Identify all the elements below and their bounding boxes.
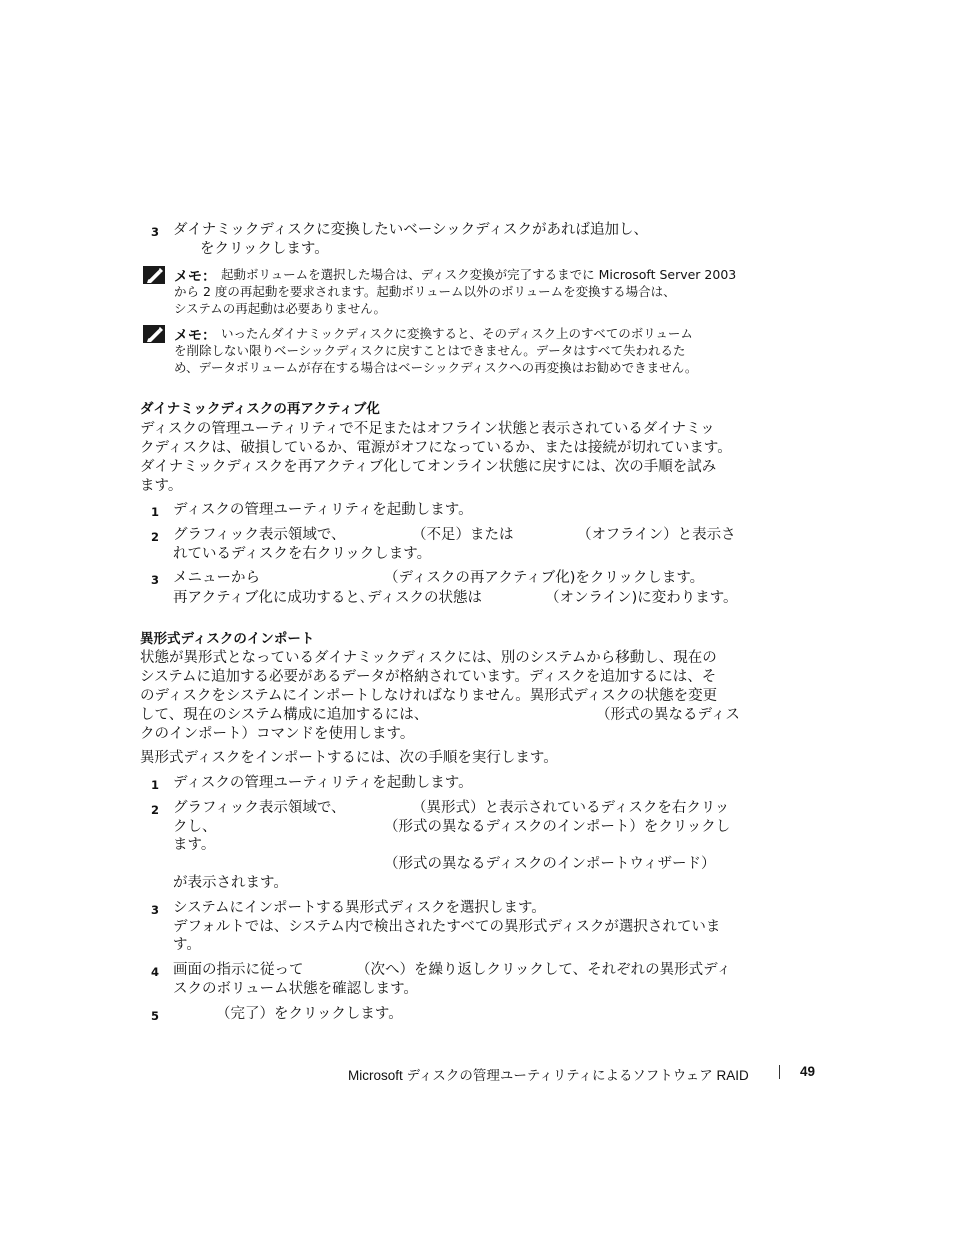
step-text: クし、 xyxy=(173,819,217,835)
footer-separator xyxy=(779,1065,780,1079)
step-number: 3 xyxy=(151,903,160,917)
step-text: ディスクの管理ユーティリティを起動します。 xyxy=(173,502,473,518)
step-text: グラフィック表示領域で、 xyxy=(173,527,346,543)
paragraph-line: 異形式ディスクをインポートするには、次の手順を実行します。 xyxy=(140,750,558,766)
step-text: （オンライン)に変わります。 xyxy=(545,590,738,606)
paragraph-line: システムに追加する必要があるデータが格納されています。ディスクを追加するには、そ xyxy=(140,669,717,685)
step-text: （次へ）を繰り返しクリックして、それぞれの異形式ディ xyxy=(356,962,731,978)
section-heading: ダイナミックディスクの再アクティブ化 xyxy=(140,401,380,417)
step-text: （不足）または xyxy=(412,527,514,543)
paragraph-line: クのインポート）コマンドを使用します。 xyxy=(140,726,415,742)
step-number: 3 xyxy=(151,225,160,239)
paragraph-line: して、現在のシステム構成に追加するには、 xyxy=(140,707,429,723)
note-pencil-icon xyxy=(143,266,165,288)
step-text: グラフィック表示領域で、 xyxy=(173,800,346,816)
step-text: ます。 xyxy=(173,837,216,853)
step-number: 4 xyxy=(151,965,160,979)
step-text: デフォルトでは、システム内で検出されたすべての異形式ディスクが選択されていま xyxy=(173,919,721,935)
page-number: 49 xyxy=(800,1064,816,1079)
step-text: スクのボリューム状態を確認します。 xyxy=(173,981,418,997)
step-text: システムにインポートする異形式ディスクを選択します。 xyxy=(173,900,546,916)
step-text: が表示されます。 xyxy=(173,875,288,891)
note-text: め、データボリュームが存在する場合はベーシックディスクへの再変換はお勧めできません。 xyxy=(174,360,698,375)
step-number: 5 xyxy=(151,1009,160,1023)
note-text: いったんダイナミックディスクに変換すると、そのディスク上のすべてのボリューム xyxy=(221,326,693,341)
step-text: （オフライン）と表示さ xyxy=(577,527,736,543)
step-text: （異形式）と表示されているディスクを右クリッ xyxy=(412,800,730,816)
step-text: れているディスクを右クリックします。 xyxy=(173,546,432,562)
step-text: 画面の指示に従って xyxy=(173,962,304,978)
section-heading: 異形式ディスクのインポート xyxy=(140,631,315,647)
step-text: 再アクティブ化に成功すると､ディスクの状態は xyxy=(173,590,482,606)
note-text: から 2 度の再起動を要求されます。起動ボリューム以外のボリュームを変換する場合は、 xyxy=(174,284,676,299)
paragraph-line: ディスクの管理ユーティリティで不足またはオフライン状態と表示されているダイナミッ xyxy=(140,421,715,437)
step-number: 1 xyxy=(151,505,160,519)
paragraph-line: ダイナミックディスクを再アクティブ化してオンライン状態に戻すには、次の手順を試み xyxy=(140,459,717,475)
paragraph-line: のディスクをシステムにインポートしなければなりません。異形式ディスクの状態を変更 xyxy=(140,688,718,704)
step-text: （形式の異なるディスクのインポートウィザード） xyxy=(384,856,716,872)
step-text: ディスクの管理ユーティリティを起動します。 xyxy=(173,775,473,791)
footer-title: Microsoft ディスクの管理ユーティリティによるソフトウェア RAID xyxy=(348,1068,749,1083)
step-text: メニューから xyxy=(173,570,260,586)
step-text: ダイナミックディスクに変換したいベーシックディスクがあれば追加し、 xyxy=(173,222,649,238)
step-number: 1 xyxy=(151,778,160,792)
paragraph-line: クディスクは、破損しているか、電源がオフになっているか、または接続が切れています。 xyxy=(140,440,732,456)
note-text: 起動ボリュームを選択した場合は、ディスク変換が完了するまでに Microsoft Server 2003 xyxy=(221,267,737,282)
note-pencil-icon xyxy=(143,325,165,347)
step-text: （ディスクの再アクティブ化)をクリックします。 xyxy=(384,570,705,586)
note-text: を削除しない限りベーシックディスクに戻すことはできません。データはすべて失われるた xyxy=(174,343,686,358)
step-text: をクリックします。 xyxy=(200,241,329,257)
paragraph-line: （形式の異なるディス xyxy=(596,707,740,723)
step-text: す。 xyxy=(173,937,201,953)
note-label: メモ： xyxy=(174,328,216,344)
step-number: 2 xyxy=(151,530,160,544)
step-number: 3 xyxy=(151,573,160,587)
paragraph-line: 状態が異形式となっているダイナミックディスクには、別のシステムから移動し、現在の xyxy=(140,650,717,666)
step-number: 2 xyxy=(151,803,160,817)
step-text: （完了）をクリックします。 xyxy=(216,1006,403,1022)
step-text: （形式の異なるディスクのインポート）をクリックし xyxy=(384,819,731,835)
paragraph-line: ます。 xyxy=(140,478,183,494)
note-text: システムの再起動は必要ありません。 xyxy=(174,301,387,316)
note-label: メモ： xyxy=(174,269,216,285)
